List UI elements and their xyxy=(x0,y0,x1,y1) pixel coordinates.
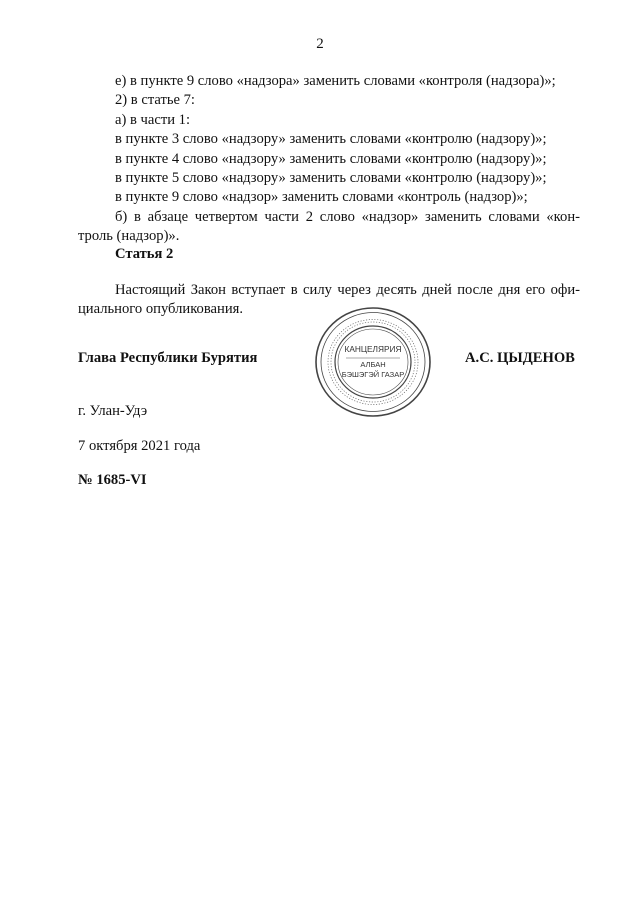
law-number: № 1685-VI xyxy=(78,472,147,488)
text-line: в пункте 4 слово «надзору» заменить словами «контролю (надзору)»; xyxy=(115,150,547,167)
seal-text-line: АЛБАН xyxy=(360,360,386,369)
seal-text-line: КАНЦЕЛЯРИЯ xyxy=(344,344,402,354)
text-line: е) в пункте 9 слово «надзора» заменить словами «контроля (надзора)»; xyxy=(115,73,556,89)
signature-title: Глава Республики Бурятия xyxy=(78,350,258,366)
amendments-text xyxy=(78,72,580,247)
text-line: циального опубликования. xyxy=(78,301,244,318)
text-line: в пункте 9 слово «надзор» заменить словами «контроль (надзор)»; xyxy=(115,189,528,206)
signing-date: 7 октября 2021 года xyxy=(78,438,201,454)
text-line: Настоящий Закон вступает в силу через десять дней после дня его офи- xyxy=(115,282,580,298)
place-of-signing: г. Улан-Удэ xyxy=(78,403,148,419)
seal-text-line: БЭШЭГЭЙ ГАЗАР xyxy=(341,370,405,379)
article-heading: Статья 2 xyxy=(115,246,174,262)
text-line: в пункте 5 слово «надзору» заменить словами «контролю (надзору)»; xyxy=(115,170,547,187)
text-line: а) в части 1: xyxy=(115,111,191,128)
text-line: 2) в статье 7: xyxy=(115,92,195,109)
page-number: 2 xyxy=(316,36,324,52)
text-line: б) в абзаце четвертом части 2 слово «надзор» заменить словами «кон- xyxy=(115,208,580,225)
text-line: троль (надзор)». xyxy=(78,228,180,245)
official-seal-stamp xyxy=(313,305,433,420)
signature-name: А.С. ЦЫДЕНОВ xyxy=(465,350,575,366)
text-line: в пункте 3 слово «надзору» заменить словами «контролю (надзору)»; xyxy=(115,131,547,148)
